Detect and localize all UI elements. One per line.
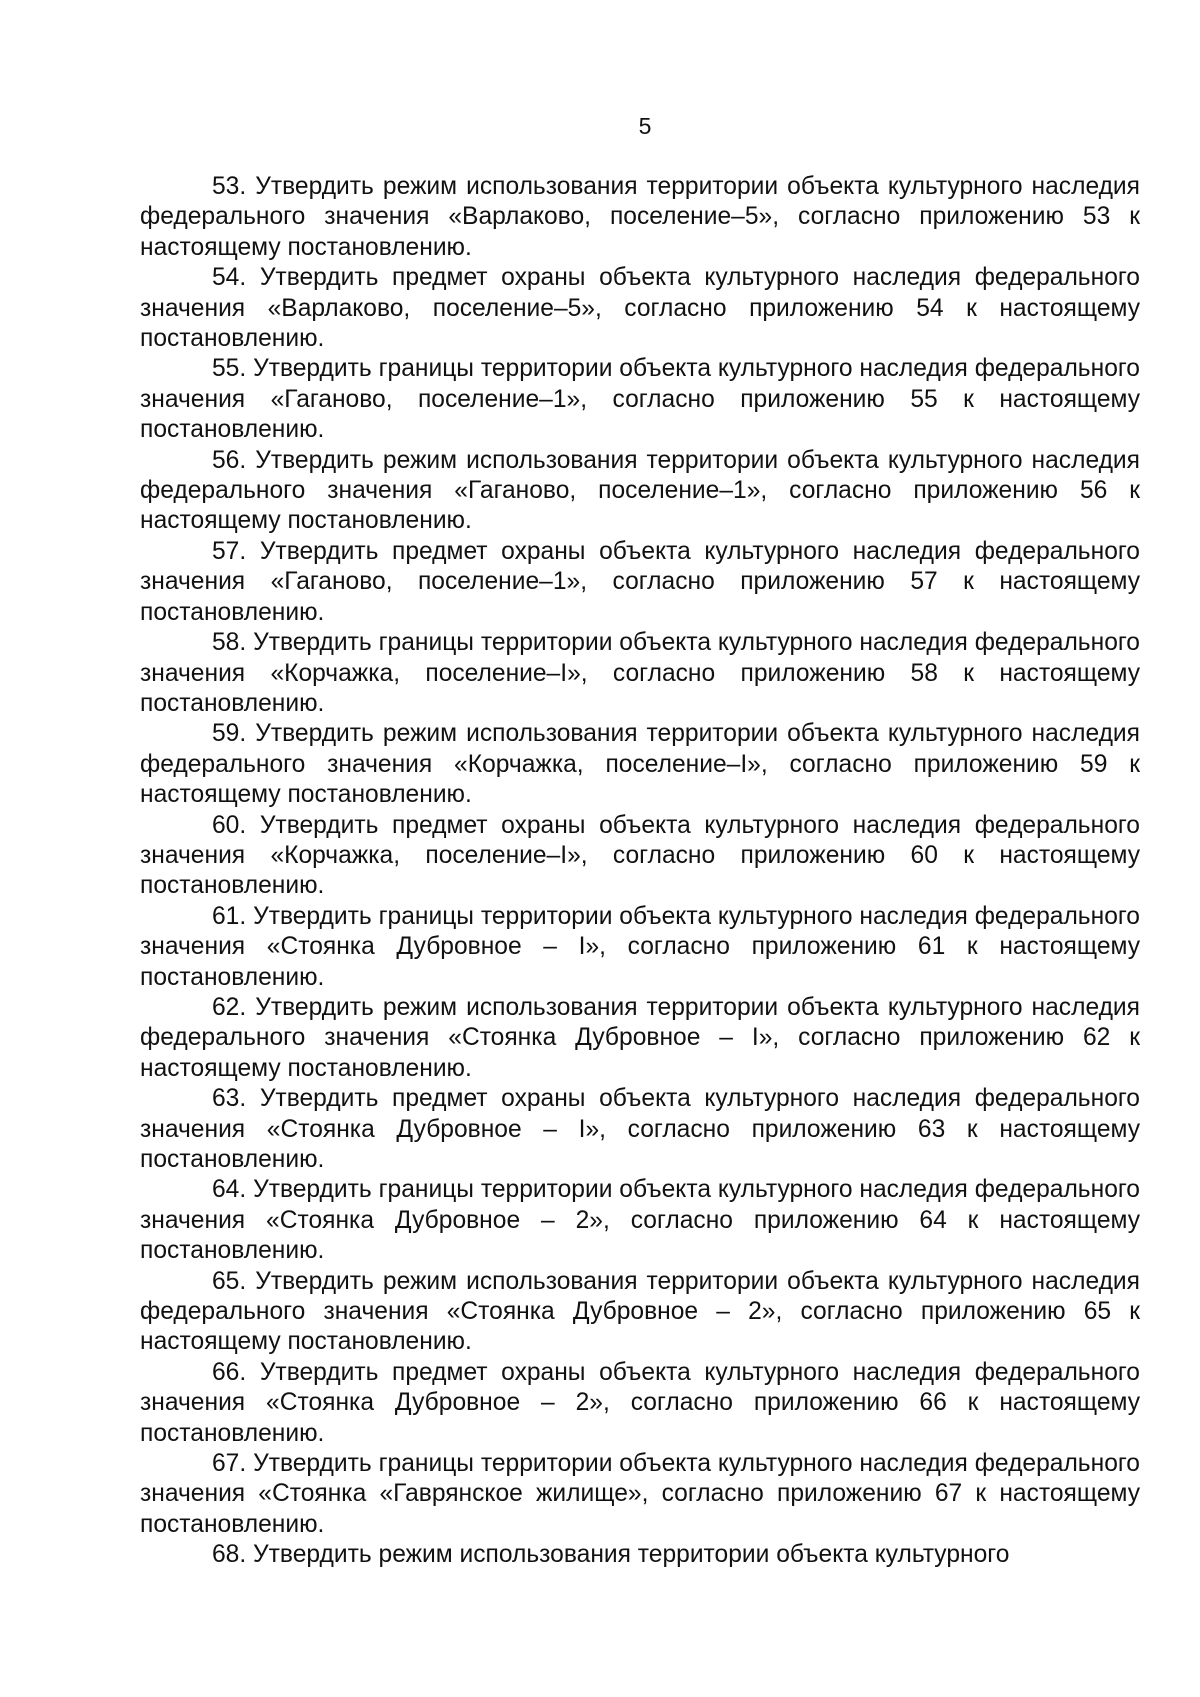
clause-text: Утвердить режим использования территории объекта культурного — [253, 1541, 1010, 1569]
clause-number: 60. — [212, 811, 247, 839]
clause-text: Утвердить предмет охраны объекта культурного наследия федерального значения «Стоянка Дубровное – 2», согласно приложению 66 к настоящему постановлению. — [140, 1358, 1140, 1447]
clause-64 — [140, 1175, 1140, 1266]
clause-65 — [140, 1267, 1140, 1358]
clause-text: Утвердить режим использования территории объекта культурного наследия федерального значения «Корчажка, поселение–I», согласно приложению 59 к настоящему постановлению. — [140, 720, 1140, 809]
clause-59 — [140, 719, 1140, 810]
clause-text: Утвердить режим использования территории объекта культурного наследия федерального значения «Гаганово, поселение–1», согласно приложению 56 к настоящему постановлению. — [140, 446, 1140, 535]
clause-text: Утвердить границы территории объекта культурного наследия федерального значения «Стоянка Дубровное – I», согласно приложению 61 к настоящему постановлению. — [140, 902, 1140, 991]
clause-text: Утвердить границы территории объекта культурного наследия федерального значения «Корчажка, поселение–I», согласно приложению 58 к настоящему постановлению. — [140, 629, 1140, 717]
clause-67 — [140, 1449, 1140, 1540]
clause-text: Утвердить режим использования территории объекта культурного наследия федерального значения «Стоянка Дубровное – I», согласно приложению 62 к настоящему постановлению. — [140, 993, 1140, 1082]
clause-63 — [140, 1084, 1140, 1175]
clause-54 — [140, 263, 1140, 354]
page-number: 5 — [638, 113, 652, 139]
clause-number: 56. — [212, 446, 247, 474]
clause-68 — [140, 1540, 1140, 1570]
clause-text: Утвердить предмет охраны объекта культурного наследия федерального значения «Гаганово, поселение–1», согласно приложению 57 к настоящему постановлению. — [140, 537, 1140, 626]
clause-text: Утвердить предмет охраны объекта культурного наследия федерального значения «Варлаково, поселение–5», согласно приложению 54 к настоящему постановлению. — [140, 264, 1140, 353]
clause-61 — [140, 902, 1140, 993]
clause-number: 53. — [212, 173, 247, 200]
clause-number: 66. — [212, 1358, 247, 1386]
clause-number: 62. — [212, 993, 247, 1021]
clause-number: 65. — [212, 1267, 247, 1295]
clause-text: Утвердить предмет охраны объекта культурного наследия федерального значения «Стоянка Дубровное – I», согласно приложению 63 к настоящему постановлению. — [140, 1085, 1140, 1173]
clause-text: Утвердить режим использования территории объекта культурного наследия федерального значения «Стоянка Дубровное – 2», согласно приложению 65 к настоящему постановлению. — [140, 1267, 1140, 1356]
clause-58 — [140, 628, 1140, 719]
clause-number: 55. — [212, 355, 247, 383]
clause-number: 54. — [212, 264, 247, 292]
clause-text: Утвердить границы территории объекта культурного наследия федерального значения «Гаганово, поселение–1», согласно приложению 55 к настоящему постановлению. — [140, 355, 1140, 444]
clause-text: Утвердить предмет охраны объекта культурного наследия федерального значения «Корчажка, поселение–I», согласно приложению 60 к настоящему постановлению. — [140, 811, 1140, 900]
clause-number: 63. — [212, 1085, 247, 1113]
clause-text: Утвердить режим использования территории объекта культурного наследия федерального значения «Варлаково, поселение–5», согласно приложению 53 к настоящему постановлению. — [140, 173, 1140, 261]
clause-53 — [140, 172, 1140, 263]
clause-57 — [140, 537, 1140, 628]
document-body — [140, 172, 1140, 1571]
clause-number: 57. — [212, 537, 247, 565]
clause-60 — [140, 811, 1140, 902]
clause-62 — [140, 993, 1140, 1084]
clause-66 — [140, 1358, 1140, 1449]
clause-55 — [140, 354, 1140, 445]
clause-number: 68. — [212, 1541, 247, 1569]
clause-text: Утвердить границы территории объекта культурного наследия федерального значения «Стоянка «Гаврянское жилище», согласно приложению 67 к настоящему постановлению. — [140, 1450, 1140, 1538]
clause-number: 67. — [212, 1450, 247, 1478]
clause-number: 59. — [212, 720, 247, 748]
clause-number: 58. — [212, 629, 247, 657]
clause-number: 64. — [212, 1176, 247, 1204]
clause-56 — [140, 446, 1140, 537]
clause-number: 61. — [212, 902, 247, 930]
clause-text: Утвердить границы территории объекта культурного наследия федерального значения «Стоянка Дубровное – 2», согласно приложению 64 к настоящему постановлению. — [140, 1176, 1140, 1265]
